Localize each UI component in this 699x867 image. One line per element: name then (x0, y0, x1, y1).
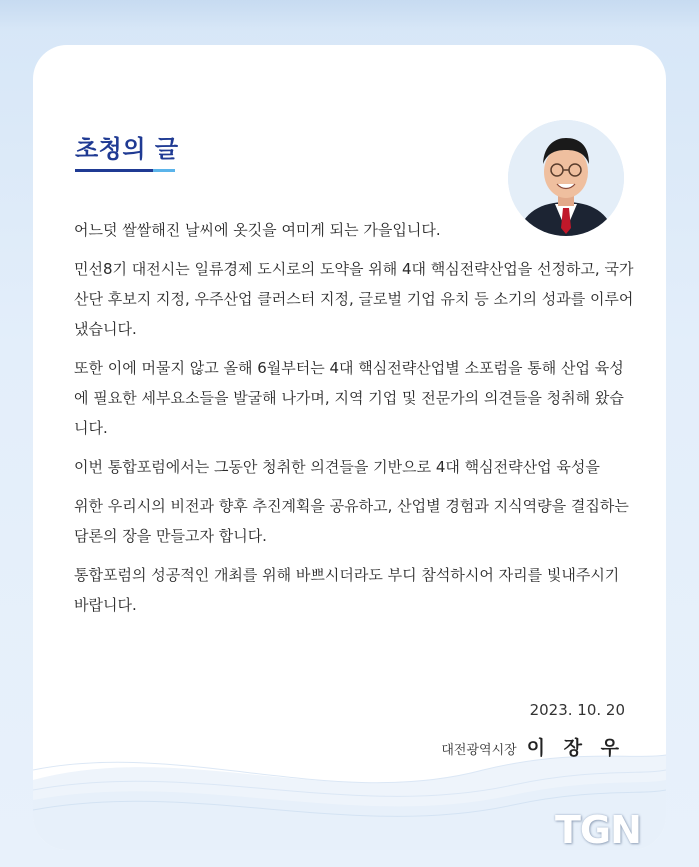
signer-title: 대전광역시장 (441, 743, 517, 758)
page-title: 초청의 글 (75, 135, 179, 163)
title-underline-accent (153, 169, 175, 172)
title-underline (75, 169, 153, 172)
signer-name: 이 장 우 (526, 737, 625, 759)
paragraph: 민선8기 대전시는 일류경제 도시로의 도약을 위해 4대 핵심전략산업을 선정하고, 국가산단 후보지 지정, 우주산업 클러스터 지정, 글로벌 기업 유치 등 소기의 성과를 이루어 냈습니다. (74, 260, 634, 338)
paragraph: 또한 이에 머물지 않고 올해 6월부터는 4대 핵심전략산업별 소포럼을 통해 산업 육성에 필요한 세부요소들을 발굴해 나가며, 지역 기업 및 전문가의 의견들을 청취해 왔습니다. (74, 359, 624, 437)
tgn-watermark-logo: TGN (555, 808, 641, 852)
invitation-card (33, 45, 666, 850)
paragraph: 이번 통합포럼에서는 그동안 청취한 의견들을 기반으로 4대 핵심전략산업 육성을 (74, 458, 600, 476)
paragraph: 위한 우리시의 비전과 향후 추진계획을 공유하고, 산업별 경험과 지식역량을 결집하는 담론의 장을 만들고자 합니다. (74, 497, 629, 545)
top-glow (0, 0, 699, 30)
invitation-body (74, 215, 634, 629)
paragraph: 어느덧 쌀쌀해진 날씨에 옷깃을 여미게 되는 가을입니다. (74, 221, 441, 239)
signature (441, 733, 625, 760)
paragraph: 통합포럼의 성공적인 개최를 위해 바쁘시더라도 부디 참석하시어 자리를 빛내주시기 바랍니다. (74, 566, 620, 614)
date: 2023. 10. 20 (529, 701, 625, 719)
